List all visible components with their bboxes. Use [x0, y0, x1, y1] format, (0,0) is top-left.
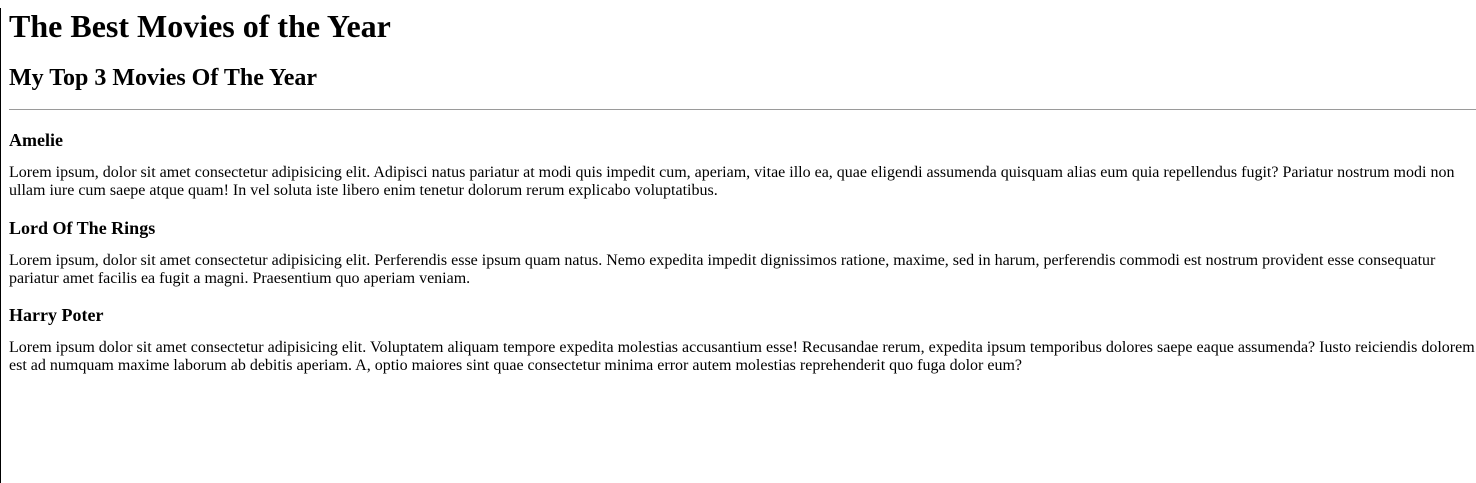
page-content [0, 8, 1476, 375]
movie-title: Lord Of The Rings [9, 218, 156, 238]
section-divider [9, 109, 1476, 110]
movie-description: Lorem ipsum dolor sit amet consectetur adipisicing elit. Voluptatem aliquam tempore expedita molestias accusantium esse! Recusandae rerum, expedita ipsum temporibus dolores saepe eaque assumenda? Iusto reiciendis dolorem est ad numquam maxime laborum ab debitis aperiam. A, optio maiores sint quae consectetur minima error autem molestias reprehenderit quo fuga dolor eum? [9, 339, 1475, 374]
movie-description: Lorem ipsum, dolor sit amet consectetur adipisicing elit. Adipisci natus pariatur at modi quis impedit cum, aperiam, vitae illo ea, quae eligendi assumenda quisquam alias eum quia repellendus fugit? Pariatur nostrum modi non ullam iure cum saepe atque quam! In vel soluta iste libero enim tenetur dolorum rerum explicabo voluptatibus. [9, 164, 1455, 199]
movie-title: Amelie [9, 130, 63, 150]
page-title: The Best Movies of the Year [9, 8, 391, 44]
window-left-border [0, 8, 1, 483]
page-subtitle: My Top 3 Movies Of The Year [9, 65, 318, 91]
movie-description: Lorem ipsum, dolor sit amet consectetur adipisicing elit. Perferendis esse ipsum quam natus. Nemo expedita impedit dignissimos ratione, maxime, sed in harum, perferendis commodi est nostrum provident esse consequatur pariatur amet facilis ea fugit a magni. Praesentium quo aperiam veniam. [9, 252, 1436, 287]
movie-entry-harry-poter [9, 305, 1476, 375]
movie-entry-lord-of-the-rings [9, 218, 1476, 288]
movie-title: Harry Poter [9, 305, 104, 325]
movie-entry-amelie [9, 130, 1476, 200]
